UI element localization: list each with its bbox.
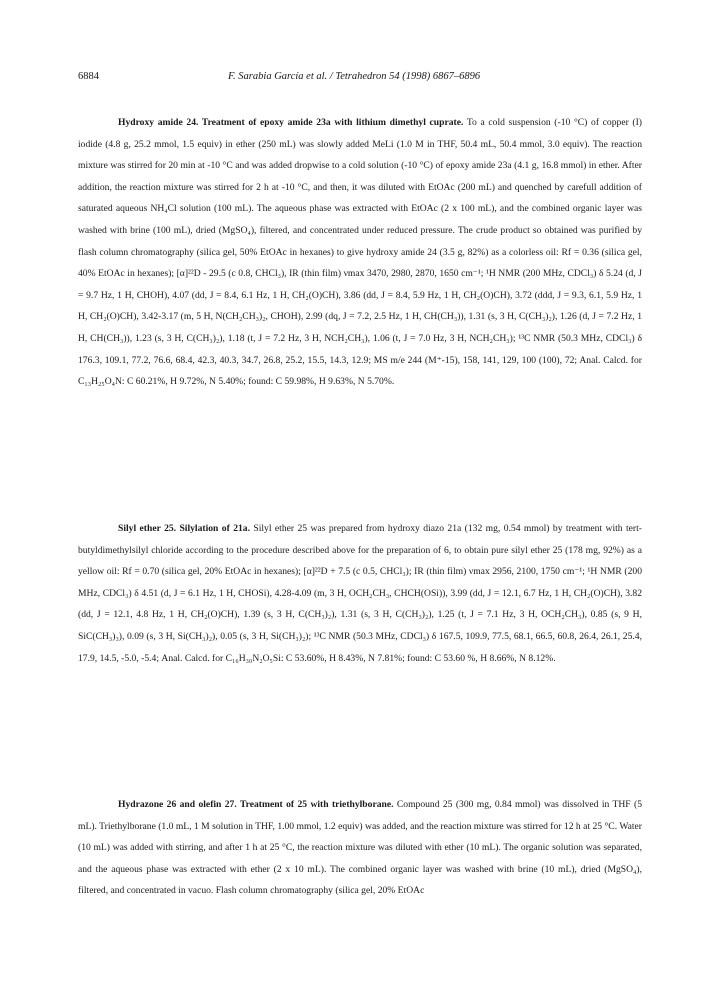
experimental-section-silyl-ether-25: [78, 518, 642, 669]
section-body: Silyl ether 25 was prepared from hydroxy diazo 21a (132 mg, 0.54 mmol) by treatment with tert-butyldimethylsilyl chloride according to the procedure described above for the preparation of 6, to obtain pure silyl ether 25 (178 mg, 92%) as a yellow oil: Rf = 0.70 (silica gel, 20% EtOAc in hexanes); [α]²²D + 7.5 (c 0.5, CHCl₃); IR (thin film) νmax 2956, 2100, 1750 cm⁻¹; ¹H NMR (200 MHz, CDCl₃) δ 4.51 (d, J = 6.1 Hz, 1 H, CHOSi), 4.28-4.09 (m, 3 H, OCH₂CH₃, CHCH(OSi)), 3.99 (dd, J = 12.1, 6.7 Hz, 1 H, CH₂(O)CH), 3.82 (dd, J = 12.1, 4.8 Hz, 1 H, CH₂(O)CH), 1.39 (s, 3 H, C(CH₃)₂), 1.31 (s, 3 H, C(CH₃)₂), 1.25 (t, J = 7.1 Hz, 3 H, OCH₂CH₃), 0.85 (s, 9 H, SiC(CH₃)₃), 0.09 (s, 3 H, Si(CH₃)₂), 0.05 (s, 3 H, Si(CH₃)₂); ¹³C NMR (50.3 MHz, CDCl₃) δ 167.5, 109.9, 77.5, 68.1, 66.5, 60.8, 26.4, 26.1, 25.4, 17.9, 14.5, -5.0, -5.4; Anal. Calcd. for C₁₆H₃₀N₂O₅Si: C 53.60%, H 8.43%, N 7.81%; found: C 53.60 %, H 8.66%, N 8.12%.: [78, 523, 642, 664]
paragraph: [78, 794, 642, 902]
page-number: 6884: [78, 71, 99, 82]
section-heading: Hydrazone 26 and olefin 27. Treatment of 25 with triethylborane.: [118, 799, 394, 810]
section-heading: Hydroxy amide 24. Treatment of epoxy amide 23a with lithium dimethyl cuprate.: [118, 117, 464, 128]
experimental-section-hydrazone-26: [78, 794, 642, 902]
running-head: F. Sarabia García et al. / Tetrahedron 54 (1998) 6867–6896: [228, 71, 481, 82]
paragraph: [78, 518, 642, 669]
experimental-section-hydroxy-amide-24: [78, 112, 642, 393]
section-body: To a cold suspension (-10 °C) of copper (I) iodide (4.8 g, 25.2 mmol, 1.5 equiv) in ether (250 mL) was slowly added MeLi (1.0 M in THF, 50.4 mL, 50.4 mmol, 3.0 equiv). The reaction mixture was stirred for 20 min at -10 °C and was added dropwise to a cold solution (-10 °C) of epoxy amide 23a (4.1 g, 16.8 mmol) in ether. After addition, the reaction mixture was stirred for 2 h at -10 °C, and then, it was diluted with EtOAc (200 mL) and quenched by carefull addition of saturated aqueous NH₄Cl solution (100 mL). The aqueous phase was extracted with EtOAc (2 x 100 mL), and the combined organic layer was washed with brine (100 mL), dried (MgSO₄), filtered, and concentrated under reduced pressure. The crude product so obtained was purified by flash column chromatography (silica gel, 50% EtOAc in hexanes) to give hydroxy amide 24 (3.5 g, 82%) as a colorless oil: Rf = 0.36 (silica gel, 40% EtOAc in hexanes); [α]²²D - 29.5 (c 0.8, CHCl₃), IR (thin film) νmax 3470, 2980, 2870, 1650 cm⁻¹; ¹H NMR (200 MHz, CDCl₃) δ 5.24 (d, J = 9.7 Hz, 1 H, CHOH), 4.07 (dd, J = 8.4, 6.1 Hz, 1 H, CH₂(O)CH), 3.86 (dd, J = 8.4, 5.9 Hz, 1 H, CH₂(O)CH), 3.72 (ddd, J = 9.3, 6.1, 5.9 Hz, 1 H, CH₂(O)CH), 3.42-3.17 (m, 5 H, N(CH₂CH₃)₂, CHOH), 2.99 (dq, J = 7.2, 2.5 Hz, 1 H, CH(CH₃)), 1.31 (s, 3 H, C(CH₃)₂), 1.26 (d, J = 7.2 Hz, 1 H, CH(CH₃)), 1.23 (s, 3 H, C(CH₃)₂), 1.18 (t, J = 7.2 Hz, 3 H, NCH₂CH₃), 1.06 (t, J = 7.0 Hz, 3 H, NCH₂CH₃); ¹³C NMR (50.3 MHz, CDCl₃) δ 176.3, 109.1, 77.2, 76.6, 68.4, 42.3, 40.3, 34.7, 26.8, 25.2, 15.5, 14.3, 12.9; MS m/e 244 (M⁺-15), 158, 141, 129, 100 (100), 72; Anal. Calcd. for C₁₃H₂₅O₄N: C 60.21%, H 9.72%, N 5.40%; found: C 59.98%, H 9.63%, N 5.70%.: [78, 117, 642, 388]
paragraph: [78, 112, 642, 393]
section-heading: Silyl ether 25. Silylation of 21a.: [118, 523, 250, 534]
section-body: Compound 25 (300 mg, 0.84 mmol) was dissolved in THF (5 mL). Triethylborane (1.0 mL, 1 M solution in THF, 1.00 mmol, 1.2 equiv) was added, and the reaction mixture was stirred for 12 h at 25 °C. Water (10 mL) was added with stirring, and after 1 h at 25 °C, the reaction mixture was diluted with ether (10 mL). The organic solution was separated, and the aqueous phase was extracted with ether (2 x 10 mL). The combined organic layer was washed with brine (10 mL), dried (MgSO₄), filtered, and concentrated in vacuo. Flash column chromatography (silica gel, 20% EtOAc: [78, 799, 642, 897]
